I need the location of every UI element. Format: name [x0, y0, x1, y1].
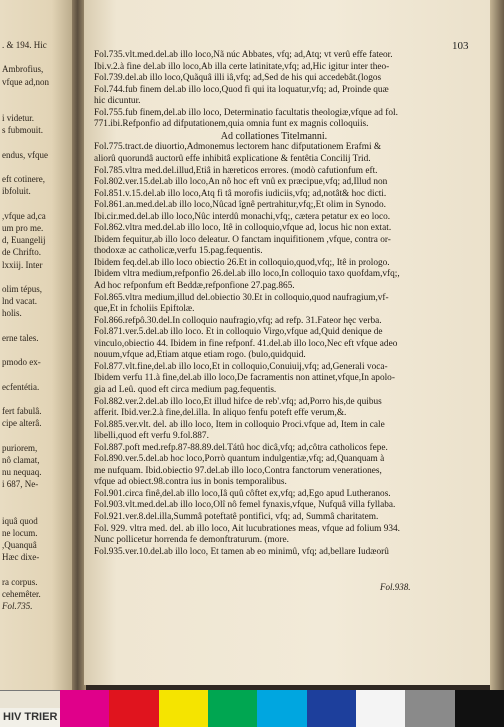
left-page-line: i 687, Ne-	[2, 479, 39, 490]
text-line: Fol.885.ver.vlt. del. ab illo loco, Item in colloquio Proci.vfque ad, Item in cale	[94, 419, 385, 430]
text-line: Fol.862.vltra med.del.ab illo loco, Itê in colloquio,vfque ad, locus hic non extat.	[94, 223, 392, 234]
text-line: 771.ibi.Refponfio ad difputationem,quia omnia funt ex magnis colloquiis.	[94, 119, 369, 130]
text-line: Fol.739.del.ab illo loco,Quãquâ illi iâ,vfq; ad,Sed de his qui accedebât.(logos	[94, 73, 382, 84]
text-line: Ibidem verfu 11.à fine,del.ab illo loco,De facramentis non attinet,vfque,In apolo-	[94, 373, 395, 384]
text-line: Fol.775.tract.de diuortio,Admonemus lectorem hanc difputationem Erafmi &	[94, 142, 382, 153]
left-page-line: pmodo ex-	[2, 357, 41, 368]
left-page-line: ra corpus.	[2, 576, 38, 587]
text-line: Fol.744.fub finem del.ab illo loco,Quod fi qui ita loquatur,vfq; ad, Proinde quæ	[94, 84, 389, 95]
left-page-line: lnd vacat.	[2, 296, 37, 307]
text-line: Ibidem fequitur,ab illo loco deleatur. O fanctam inquifitionem ,vfque, contra or-	[94, 234, 391, 245]
text-line: afferit. Ibid.ver.2.à fine,del.illa. In aliquo fenfu poteft effe verum,&.	[94, 408, 347, 419]
swatch-cyan	[257, 690, 306, 727]
left-page-line: cehemêter.	[2, 589, 41, 599]
text-line: Fol.921.ver.8.del.illa,Summâ poteftatê pontifici, vfq; ad, Summâ charitatem.	[94, 512, 379, 522]
text-line: Fol.890.ver.5.del.ab hoc loco,Porrò quantum indulgentiæ,vfq; ad,Quanquam à	[94, 454, 385, 465]
left-page-line: olim tépus,	[2, 284, 42, 294]
swatch-red	[109, 690, 158, 727]
swatch-blue	[307, 690, 356, 727]
text-line: Fol.755.fub finem,del.ab illo loco, Determinatio facultatis theologiæ,vfque ad fol.	[94, 107, 398, 118]
left-page-line: holis.	[2, 308, 22, 319]
left-page-line: endus, vfque	[2, 149, 48, 160]
measuring-ruler	[0, 690, 60, 709]
text-line: nouum,vfque ad,Etiam atque etiam rogo. (bulo,quidquid.	[94, 350, 306, 361]
page-edge	[490, 0, 504, 690]
text-line: Fol.887.poft med.refp.87-88.89.del.Tátû hoc dicâ,vfq; ad,côtra catholicos fepe.	[94, 442, 388, 453]
text-line: Fol. 929. vltra med. del. ab illo loco, Ait lucubrationes meas, vfque ad folium 934.	[94, 523, 400, 534]
text-line: Ibi.v.2.à fine del.ab illo loco,Ab illa certe latinitate,vfq; ad,Hic igitur inter theo-	[94, 61, 390, 72]
catchword: Fol.938.	[380, 582, 411, 592]
left-page-line: lxxiij. Inter	[2, 259, 43, 270]
left-page-line: iquâ quod	[2, 515, 38, 526]
left-page-line: ,vfque ad,ca	[2, 210, 46, 221]
section-heading: Ad collationes Titelmanni.	[220, 130, 328, 142]
swatch-grey	[405, 690, 454, 727]
text-line: gia ad Leû. quod eft circa medium pag.fequentis.	[94, 384, 277, 395]
text-line: me nufquam. Ibid.obiectio 97.del.ab illo loco,Contra fanctorum venerationes,	[94, 465, 382, 476]
left-page-line: nu nequaq.	[2, 467, 42, 477]
text-line: Fol.901.circa finê,del.ab illo loco,Iâ quû côftet ex,vfq; ad,Ego apud Lutheranos.	[94, 488, 391, 499]
left-page-line: cipe alterâ.	[2, 418, 42, 429]
text-line: Fol.802.ver.15.del.ab illo loco,An nô hoc eft vnû ex præcipue,vfq; ad,Illud non	[94, 177, 388, 188]
text-line: Fol.935.ver.10.del.ab illo loco, Et tamen ab eo minimû, vfq; ad,bellare Iudæorû	[94, 546, 389, 557]
text-line: Fol.871.ver.5.del.ab illo loco. Et in colloquio Virgo,vfque ad,Quid denique de	[94, 327, 383, 338]
left-page-line: s fubmouit.	[2, 125, 44, 136]
text-line: aliorû quorundâ auctorû effe inhibitâ explicatione & fentêtia Concilij Trid.	[94, 153, 371, 164]
left-page-line: um pro me.	[2, 223, 44, 233]
left-page-line: puriorem,	[2, 442, 38, 453]
left-page-line: ecfentétia.	[2, 381, 40, 392]
left-page-line: nô clamat,	[2, 454, 40, 465]
left-page-line: fert fabulâ.	[2, 406, 42, 416]
page-number: 103	[452, 40, 469, 52]
text-line: libelli,quod eft verfu 9.fol.887.	[94, 431, 209, 442]
left-page-line: ,Quanquâ	[2, 540, 37, 551]
text-line: thodoxæ ac catholicæ,verfu 15.pag.fequentis.	[94, 246, 263, 257]
left-page-line: ne locum.	[2, 528, 38, 538]
text-line: Fol.882.ver.2.del.ab illo loco,Et illud hifce de reb'.vfq; ad,Porro his,de quibus	[94, 396, 382, 407]
left-page-line: Hæc dixe-	[2, 552, 40, 563]
text-line: Fol.735.vlt.med.del.ab illo loco,Nã núc Abbates, vfq; ad,Atq; vt verû effe fateor.	[94, 50, 393, 60]
text-line: Ibidem feq.del.ab illo loco obiectio 26.Et in colloquio,quod,vfq;, Itê in prologo.	[94, 257, 390, 268]
color-calibration-strip	[60, 690, 504, 727]
text-line: Fol.903.vlt.med.del.ab illo loco,Olî nô femel fynaxis,vfque, Nufquâ villa fyllaba.	[94, 500, 396, 511]
left-page-line: . & 194. Hic	[2, 40, 47, 50]
text-line: Fol.861.an.med.del.ab illo loco,Nûcad îgnê pertrahitur,vfq;,Et olim in Synodo.	[94, 200, 386, 211]
text-line: Fol.866.refpô.30.del.In colloquio naufragio,vfq; ad refp. 31.Fateor hęc verba.	[94, 315, 382, 326]
swatch-black	[455, 690, 504, 727]
archive-label: HIV TRIER	[0, 708, 60, 727]
swatch-white	[356, 690, 405, 727]
left-page-line: d, Euangelij	[2, 235, 46, 246]
text-line: Ibidem vltra medium,refponfio 26.del.ab illo loco,In colloquio taxo quofdam,vfq;,	[94, 269, 400, 280]
left-page-line: ibfoluit.	[2, 186, 31, 197]
text-line: Ad hoc refponfum eft Beddæ,refponfione 27.pag.865.	[94, 281, 295, 291]
text-line: vfque ad obiect.98.contra ius in bonis temporalibus.	[94, 477, 287, 488]
text-line: hic dicuntur.	[94, 96, 141, 107]
text-line: Fol.785.vltra med.del.illud,Etiâ in hæreticos errores. (modò cafutionfum eft.	[94, 165, 378, 176]
swatch-green	[208, 690, 257, 727]
text-line: que,Et in fcholiis Epiftolæ.	[94, 304, 195, 315]
left-page-line: vfque ad,non	[2, 76, 49, 87]
left-page-line: eft cotinere,	[2, 174, 45, 185]
left-page-line: erne tales.	[2, 332, 39, 343]
text-line: Nunc pollicetur horrenda fe demonftraturum. (more.	[94, 535, 289, 546]
left-page-line: Ambrofius,	[2, 64, 44, 75]
text-line: Ibi.cir.med.del.ab illo loco,Nûc interdû monachi,vfq;, cætera petatur ex eo loco.	[94, 211, 391, 222]
left-page-line: de Chrifto.	[2, 247, 41, 258]
text-line: Fol.865.vltra medium,illud del.obiectio 30.Et in colloquio,quod naufragium,vf-	[94, 292, 389, 303]
swatch-magenta	[60, 690, 109, 727]
text-line: vinculo,obiectio 44. Ibidem in fine refponf. 41.del.ab illo loco,Nec eft vfque adeo	[94, 338, 398, 349]
left-page-line: Fol.735.	[2, 601, 33, 612]
left-page-line: i videtur.	[2, 113, 34, 124]
text-line: Fol.877.vlt.fine,del.ab illo loco,Et in colloquio,Conuiuij,vfq; ad,Generali voca-	[94, 361, 388, 372]
swatch-yellow	[159, 690, 208, 727]
left-page	[0, 0, 74, 690]
text-line: Fol.851.v.15.del.ab illo loco,Atq fi tâ morofis iudiciis,vfq; ad,notât& hoc dicti.	[94, 188, 387, 199]
